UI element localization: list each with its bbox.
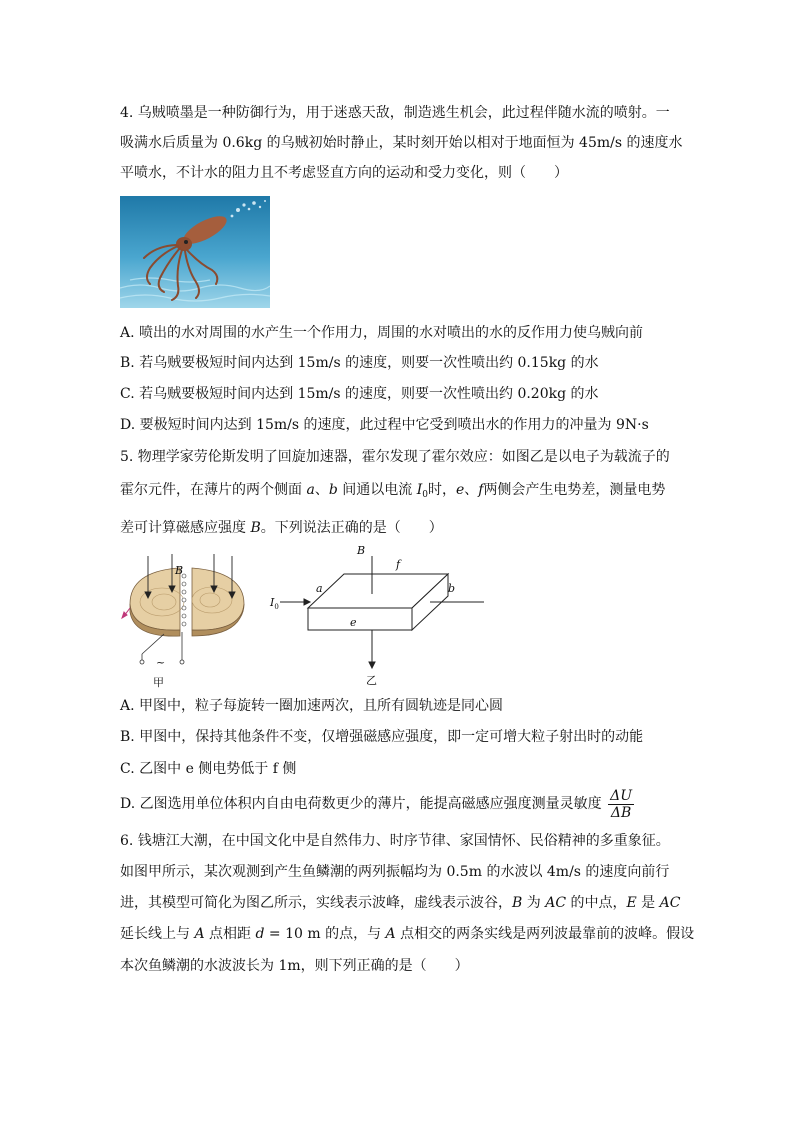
dee-left	[130, 568, 180, 636]
fig-yi-f-label: f	[396, 558, 401, 571]
hall-element-figure	[262, 542, 492, 686]
cyclotron-figure	[120, 552, 250, 688]
ac-symbol: ~	[156, 656, 166, 669]
q4-stem-line-1: 4. 乌贼喷墨是一种防御行为，用于迷惑天敌，制造逃生机会，此过程伴随水流的喷射。一	[120, 105, 670, 121]
q4-option-c: C. 若乌贼要极短时间内达到 15m/s 的速度，则要一次性喷出约 0.20kg 的水	[120, 386, 599, 402]
sensitivity-fraction: $\frac{\Delta U}{\Delta B}$	[610, 787, 632, 821]
q4-option-d: D. 要极短时间内达到 15m/s 的速度，此过程中它受到喷出水的作用力的冲量为 9N·s	[120, 417, 649, 433]
q4-option-b: B. 若乌贼要极短时间内达到 15m/s 的速度，则要一次性喷出约 0.15kg 的水	[120, 355, 599, 371]
q4-option-a: A. 喷出的水对周围的水产生一个作用力，周围的水对喷出的水的反作用力使乌贼向前	[120, 325, 644, 341]
slab	[308, 574, 448, 630]
fig-yi-e-label: e	[350, 616, 357, 629]
q5-option-d: D. 乙图选用单位体积内自由电荷数更少的薄片，能提高磁感应强度测量灵敏度 $\frac{\Delta U}{\Delta B}$	[120, 787, 632, 821]
q5-option-a: A. 甲图中，粒子每旋转一圈加速两次，且所有圆轨迹是同心圆	[120, 698, 504, 714]
q6-line-4: 延长线上与 A 点相距 d = 10 m 的点，与 A 点相交的两条实线是两列波最靠前的波峰。假设	[120, 926, 695, 942]
water-background	[120, 196, 270, 308]
q5-stem-line-1: 5. 物理学家劳伦斯发明了回旋加速器，霍尔发现了霍尔效应：如图乙是以电子为载流子的	[120, 449, 670, 465]
q4-stem-line-3: 平喷水，不计水的阻力且不考虑竖直方向的运动和受力变化，则（ ）	[120, 165, 568, 181]
fig-yi-caption: 乙	[366, 674, 377, 686]
q5-stem-line-2: 霍尔元件，在薄片的两个侧面 a、b 间通以电流 $I_0$时，e、f两侧会产生电势差，测量电势	[120, 482, 666, 500]
fig-jia-caption: 甲	[153, 676, 164, 688]
fig-yi-b-label: B	[357, 544, 366, 557]
q4-stem-line-2: 吸满水后质量为 0.6kg 的乌贼初始时静止，某时刻开始以相对于地面恒为 45m/s 的速度水	[120, 135, 683, 151]
q5-stem-line-3: 差可计算磁感应强度 B。下列说法正确的是（ ）	[120, 520, 443, 536]
fig-yi-i-label: $I_0$	[270, 596, 279, 611]
q6-line-3: 进，其模型可简化为图乙所示，实线表示波峰，虚线表示波谷，B 为 AC 的中点，E 是 AC	[120, 895, 681, 911]
q5-option-c: C. 乙图中 e 侧电势低于 f 侧	[120, 761, 297, 777]
dee-right	[192, 568, 244, 636]
fig-jia-b-label: B	[175, 564, 184, 577]
q6-line-5: 本次鱼鳞潮的水波波长为 1m，则下列正确的是（ ）	[120, 958, 469, 974]
fig-yi-a-label: a	[316, 582, 323, 595]
q6-line-1: 6. 钱塘江大潮，在中国文化中是自然伟力、时序节律、家国情怀、民俗精神的多重象征。	[120, 833, 670, 849]
q6-line-2: 如图甲所示，某次观测到产生鱼鳞潮的两列振幅均为 0.5m 的水波以 4m/s 的速度向前行	[120, 864, 670, 880]
fig-yi-b-side-label: b	[448, 582, 456, 595]
exit-arrow	[122, 608, 130, 618]
squid-photo	[120, 196, 270, 308]
q5-option-b: B. 甲图中，保持其他条件不变，仅增强磁感应强度，即一定可增大粒子射出时的动能	[120, 729, 644, 745]
gap-particles	[182, 574, 186, 626]
